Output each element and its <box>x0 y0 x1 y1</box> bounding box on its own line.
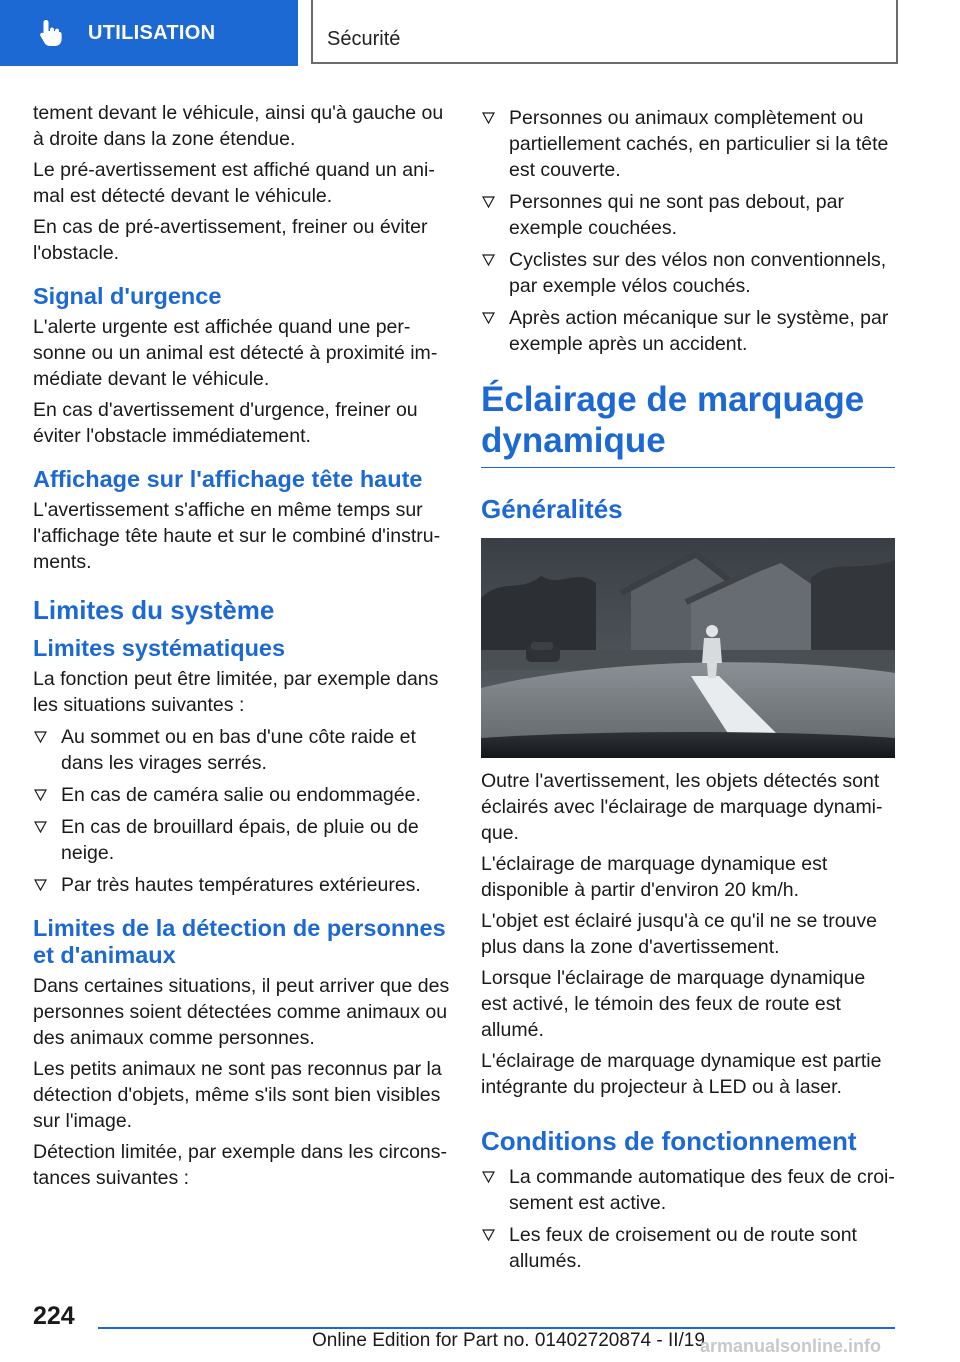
triangle-bullet-icon <box>482 112 495 124</box>
bullet-list <box>33 724 451 898</box>
bullet-list <box>481 105 895 357</box>
triangle-bullet-icon <box>34 731 47 743</box>
list-item: En cas de caméra salie ou endommagée. <box>33 782 451 808</box>
heading-general: Généralités <box>481 494 623 524</box>
list-item: Cyclistes sur des vélos non conventionnels, par exemple vélos couchés. <box>481 247 895 299</box>
heading-dynamic-marking-light: Éclairage de marquage dynamique <box>481 379 895 468</box>
paragraph: Outre l'avertissement, les objets détectés sont éclairés avec l'éclairage de marquage dynamique. <box>481 770 883 844</box>
triangle-bullet-icon <box>482 312 495 324</box>
chapter-tab[interactable] <box>0 0 298 66</box>
paragraph: Détection limitée, par exemple dans les circonstances suivantes : <box>33 1141 448 1189</box>
heading-detection-limits: Limites de la détection de personnes et d'animaux <box>33 915 446 968</box>
triangle-bullet-icon <box>34 789 47 801</box>
chapter-title: UTILISATION <box>88 21 216 44</box>
page-header <box>0 0 960 66</box>
triangle-bullet-icon <box>482 1171 495 1183</box>
triangle-bullet-icon <box>34 879 47 891</box>
list-item: Au sommet ou en bas d'une côte raide et dans les virages serrés. <box>33 724 451 776</box>
paragraph: La fonction peut être limitée, par exemple dans les situations suivantes : <box>33 668 439 716</box>
page-number: 224 <box>33 1302 75 1330</box>
paragraph: Le pré-avertissement est affiché quand un animal est détecté devant le véhicule. <box>33 159 435 207</box>
paragraph: Les petits animaux ne sont pas reconnus par la détection d'objets, même s'ils sont bien visibles sur l'image. <box>33 1058 442 1132</box>
paragraph: tement devant le véhicule, ainsi qu'à gauche ou à droite dans la zone étendue. <box>33 102 444 150</box>
triangle-bullet-icon <box>482 254 495 266</box>
paragraph: Lorsque l'éclairage de marquage dynamique est activé, le témoin des feux de route est allumé. <box>481 967 866 1041</box>
night-road-illustration <box>481 538 895 758</box>
list-item: Les feux de croisement ou de route sont allumés. <box>481 1222 895 1274</box>
list-item: Après action mécanique sur le système, par exemple après un accident. <box>481 305 895 357</box>
left-column <box>33 100 451 1196</box>
paragraph: Dans certaines situations, il peut arriver que des personnes soient détectées comme animaux ou des animaux comme personnes. <box>33 975 450 1049</box>
triangle-bullet-icon <box>482 196 495 208</box>
heading-operating-conditions: Conditions de fonctionnement <box>481 1126 857 1156</box>
paragraph: L'alerte urgente est affichée quand une personne ou un animal est détecté à proximité immédiate devant le véhicule. <box>33 316 438 390</box>
list-item: Personnes ou animaux complètement ou partiellement cachés, en particulier si la tête est couverte. <box>481 105 895 183</box>
paragraph: En cas d'avertissement d'urgence, freiner ou éviter l'obstacle immédiatement. <box>33 399 418 447</box>
list-item: La commande automatique des feux de croisement est active. <box>481 1164 895 1216</box>
triangle-bullet-icon <box>34 821 47 833</box>
list-item: Par très hautes températures extérieures. <box>33 872 451 898</box>
paragraph: En cas de pré-avertissement, freiner ou éviter l'obstacle. <box>33 216 428 264</box>
heading-system-limits: Limites du système <box>33 595 275 625</box>
section-title: Sécurité <box>327 28 401 50</box>
edition-note: Online Edition for Part no. 01402720874 - II/19 <box>312 1330 705 1351</box>
triangle-bullet-icon <box>482 1229 495 1241</box>
heading-systematic-limits: Limites systématiques <box>33 635 286 661</box>
hand-pointer-icon <box>38 18 64 48</box>
list-item: Personnes qui ne sont pas debout, par exemple couchées. <box>481 189 895 241</box>
heading-head-up-display: Affichage sur l'affichage tête haute <box>33 466 423 492</box>
paragraph: L'éclairage de marquage dynamique est partie intégrante du projecteur à LED ou à laser. <box>481 1050 882 1098</box>
watermark: armanualsonline.info <box>700 1336 882 1356</box>
paragraph: L'objet est éclairé jusqu'à ce qu'il ne se trouve plus dans la zone d'avertissement. <box>481 910 877 958</box>
footer-divider <box>98 1327 895 1329</box>
paragraph: L'avertissement s'affiche en même temps sur l'affichage tête haute et sur le combiné d'instruments. <box>33 499 441 573</box>
section-tab[interactable] <box>311 0 898 64</box>
paragraph: L'éclairage de marquage dynamique est disponible à partir d'environ 20 km/h. <box>481 853 828 901</box>
right-column <box>481 100 895 1282</box>
heading-emergency-signal: Signal d'urgence <box>33 283 222 309</box>
list-item: En cas de brouillard épais, de pluie ou de neige. <box>33 814 451 866</box>
bullet-list <box>481 1164 895 1274</box>
